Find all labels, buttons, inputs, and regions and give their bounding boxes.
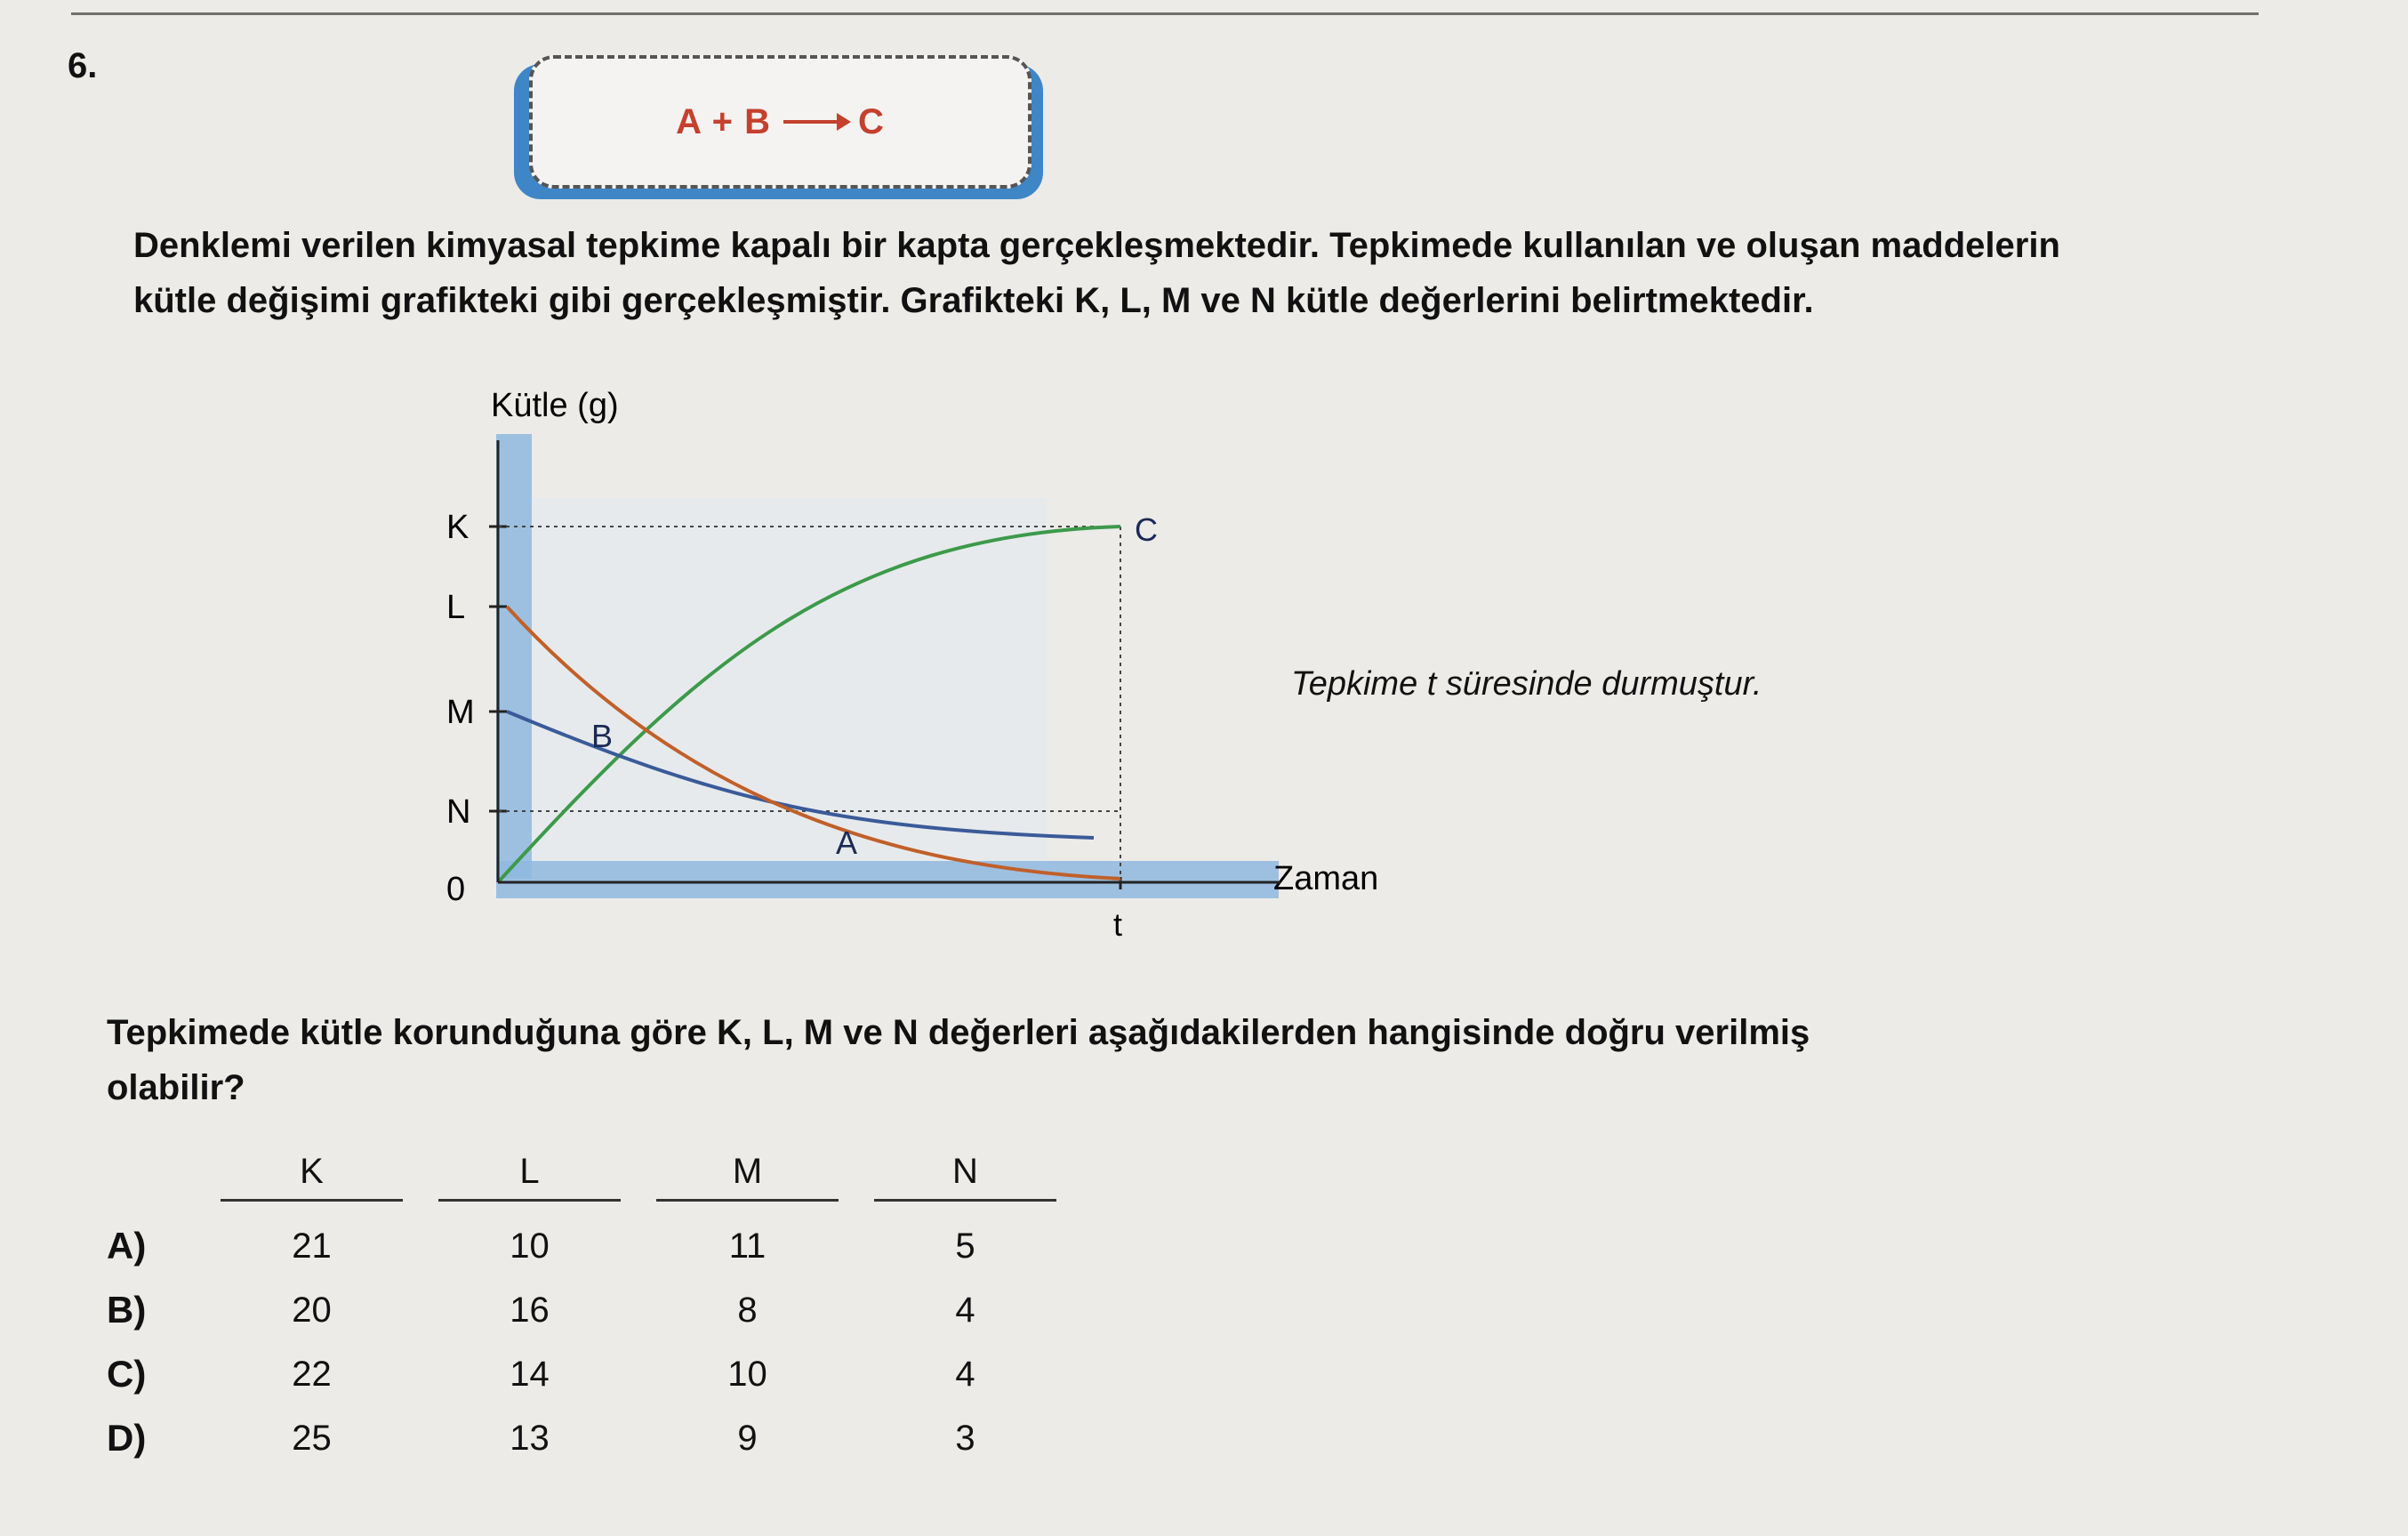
answer-header-row <box>203 1152 1074 1202</box>
mass-time-chart <box>391 374 1405 961</box>
option-label: B) <box>107 1289 147 1331</box>
answer-option-b[interactable] <box>107 1278 1074 1342</box>
stem-line: Denklemi verilen kimyasal tepkime kapalı bir kapta gerçekleşmektedir. Tepkimede kullanılan ve oluşan maddelerin <box>133 226 2060 265</box>
chart-x-band <box>496 861 1279 898</box>
equation-product: C <box>857 101 885 141</box>
option-value-k: 22 <box>292 1354 332 1394</box>
header-l: L <box>421 1152 638 1202</box>
header-k: K <box>203 1152 421 1202</box>
option-value-n: 4 <box>955 1290 975 1330</box>
answer-options <box>107 1152 1074 1470</box>
option-value-k: 25 <box>292 1418 332 1458</box>
option-value-m: 11 <box>728 1226 767 1266</box>
prompt-line: Tepkimede kütle korunduğuna göre K, L, M ve N değerleri aşağıdakilerden hangisinde doğru verilmiş <box>107 1013 1810 1052</box>
answer-option-c[interactable] <box>107 1342 1074 1406</box>
question-prompt <box>107 1005 2152 1115</box>
option-value-l: 14 <box>510 1354 550 1394</box>
option-value-l: 16 <box>510 1290 550 1330</box>
header-n: N <box>856 1152 1074 1202</box>
stem-line: kütle değişimi grafikteki gibi gerçekleşmiştir. Grafikteki K, L, M ve N kütle değerlerini belirtmektedir. <box>133 281 1814 320</box>
header-m: M <box>638 1152 856 1202</box>
answer-option-a[interactable] <box>107 1214 1074 1278</box>
y-tick-label: 0 <box>446 871 466 908</box>
reaction-arrow-icon <box>783 120 846 124</box>
y-tick-label: K <box>446 509 470 546</box>
option-value-n: 4 <box>955 1354 975 1394</box>
equation-box <box>529 55 1031 189</box>
option-value-n: 3 <box>955 1418 975 1458</box>
reaction-stop-note: Tepkime t süresinde durmuştur. <box>1291 665 1762 703</box>
x-axis-label: Zaman <box>1273 860 1379 897</box>
series-label-b: B <box>591 718 614 754</box>
equation-reactants: A + B <box>676 101 771 141</box>
question-stem <box>133 218 2223 328</box>
option-value-k: 20 <box>292 1290 332 1330</box>
option-value-n: 5 <box>955 1226 975 1266</box>
question-number: 6. <box>68 46 98 85</box>
y-tick-label: M <box>446 694 475 731</box>
equation <box>676 102 885 142</box>
option-value-m: 10 <box>727 1354 767 1394</box>
page-top-rule <box>71 12 2259 15</box>
option-label: A) <box>107 1225 147 1267</box>
option-value-k: 21 <box>292 1226 332 1266</box>
series-label-a: A <box>836 824 858 861</box>
x-tick-label: t <box>1113 906 1123 943</box>
option-label: C) <box>107 1353 147 1395</box>
prompt-line: olabilir? <box>107 1068 245 1107</box>
y-axis-label: Kütle (g) <box>491 387 619 424</box>
option-value-l: 10 <box>510 1226 550 1266</box>
option-value-l: 13 <box>510 1418 550 1458</box>
series-label-c: C <box>1135 511 1158 548</box>
y-tick-label: N <box>446 793 471 831</box>
y-tick-label: L <box>446 589 466 626</box>
option-label: D) <box>107 1417 147 1459</box>
option-value-m: 8 <box>737 1290 758 1330</box>
option-value-m: 9 <box>737 1418 758 1458</box>
answer-option-d[interactable] <box>107 1406 1074 1470</box>
